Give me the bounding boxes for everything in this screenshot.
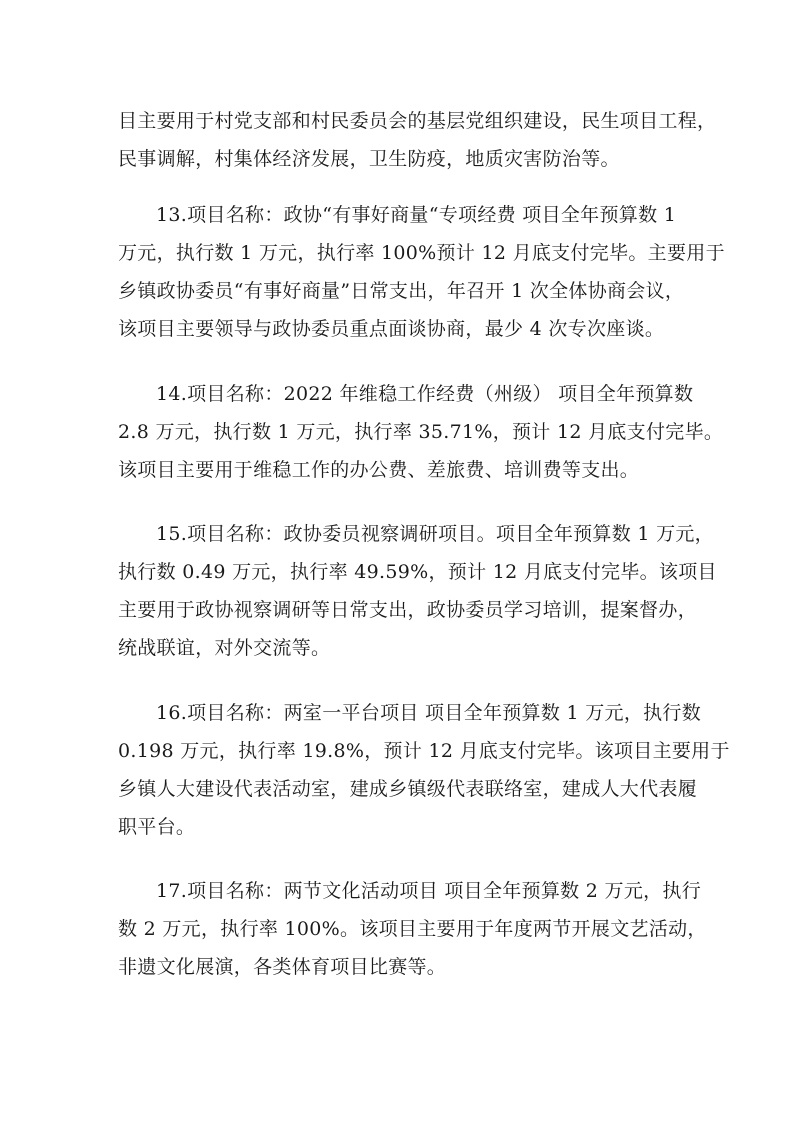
paragraph-item-13 — [118, 196, 725, 348]
text-line: 13.项目名称：政协“有事好商量“专项经费 项目全年预算数 1 — [156, 204, 677, 226]
text-line: 非遗文化展演，各类体育项目比赛等。 — [118, 956, 447, 978]
text-line: 民事调解，村集体经济发展，卫生防疫，地质灾害防治等。 — [118, 148, 620, 170]
text-line: 数 2 万元，执行率 100%。该项目主要用于年度两节开展文艺活动， — [118, 918, 707, 940]
text-line: 2.8 万元，执行数 1 万元，执行率 35.71%，预计 12 月底支付完毕。 — [118, 421, 724, 443]
paragraph-continuation — [118, 102, 717, 178]
text-line: 乡镇人大建设代表活动室，建成乡镇级代表联络室，建成人大代表履 — [118, 778, 698, 800]
text-line: 统战联谊，对外交流等。 — [118, 637, 331, 659]
paragraph-item-15 — [118, 515, 717, 667]
text-line: 14.项目名称：2022 年维稳工作经费（州级） 项目全年预算数 — [156, 383, 694, 405]
paragraph-item-14 — [118, 375, 724, 489]
text-line: 目主要用于村党支部和村民委员会的基层党组织建设，民生项目工程， — [118, 110, 717, 132]
text-line: 万元，执行数 1 万元，执行率 100%预计 12 月底支付完毕。主要用于 — [118, 242, 725, 264]
text-line: 主要用于政协视察调研等日常支出，政协委员学习培训，提案督办， — [118, 599, 698, 621]
paragraph-item-16 — [118, 694, 730, 846]
text-line: 该项目主要用于维稳工作的办公费、差旅费、培训费等支出。 — [118, 459, 640, 481]
text-line: 乡镇政协委员“有事好商量”日常支出，年召开 1 次全体协商会议， — [118, 280, 685, 302]
text-line: 15.项目名称：政协委员视察调研项目。项目全年预算数 1 万元， — [156, 523, 714, 545]
paragraph-item-17 — [118, 872, 707, 986]
text-line: 16.项目名称：两室一平台项目 项目全年预算数 1 万元，执行数 — [156, 702, 702, 724]
text-line: 该项目主要领导与政协委员重点面谈协商，最少 4 次专次座谈。 — [118, 318, 665, 340]
text-line: 执行数 0.49 万元，执行率 49.59%，预计 12 月底支付完毕。该项目 — [118, 561, 717, 583]
text-line: 职平台。 — [118, 816, 196, 838]
text-line: 17.项目名称：两节文化活动项目 项目全年预算数 2 万元，执行 — [156, 880, 702, 902]
text-line: 0.198 万元，执行率 19.8%，预计 12 月底支付完毕。该项目主要用于 — [118, 740, 730, 762]
